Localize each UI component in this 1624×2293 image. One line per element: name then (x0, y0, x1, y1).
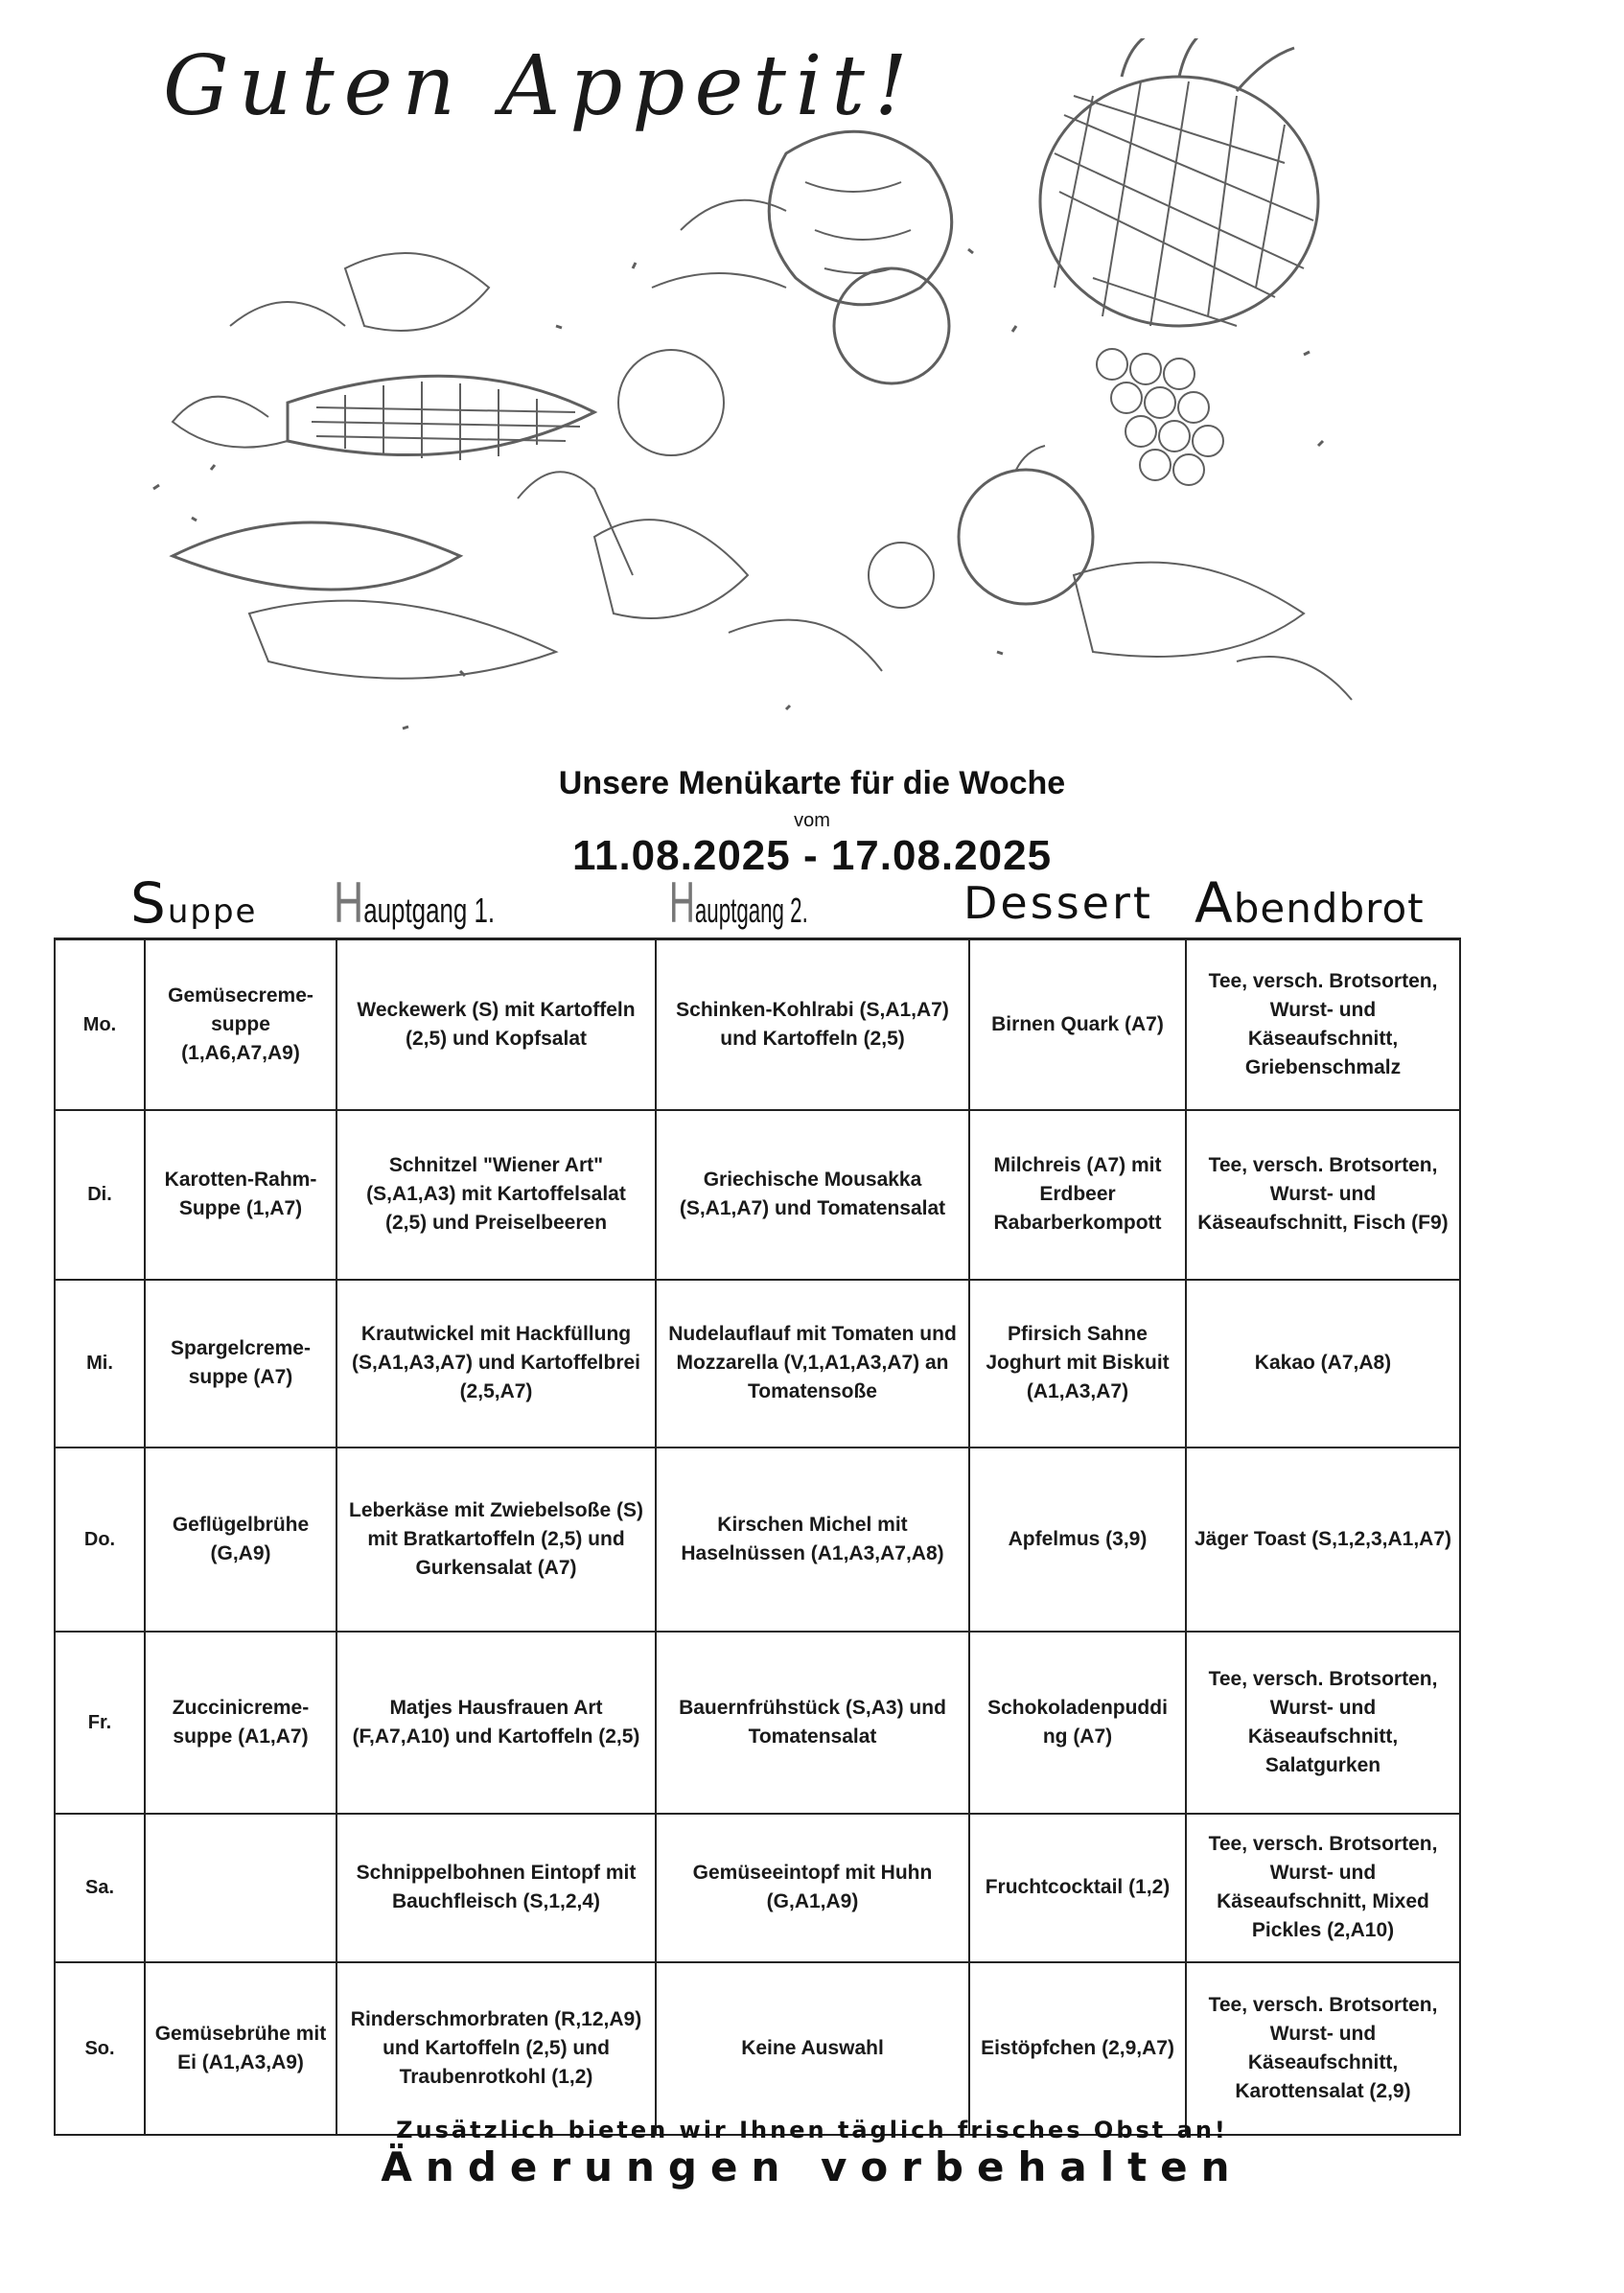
dessert-cell: Pfirsich Sahne Joghurt mit Biskuit (A1,A3,A7) (969, 1280, 1186, 1448)
table-row (55, 1632, 1460, 1814)
day-cell: Sa. (55, 1814, 145, 1962)
supper-cell: Jäger Toast (S,1,2,3,A1,A7) (1186, 1448, 1460, 1632)
soup-cell: Gemüsebrühe mit Ei (A1,A3,A9) (145, 1962, 336, 2135)
date-prefix: vom (794, 810, 830, 831)
main1-cell: Krautwickel mit Hackfüllung (S,A1,A3,A7) und Kartoffelbrei (2,5,A7) (336, 1280, 656, 1448)
column-header-supper: Abendbrot (1195, 870, 1425, 936)
cabbage-icon (652, 131, 952, 305)
supper-cell: Tee, versch. Brotsorten, Wurst- und Käseaufschnitt, Mixed Pickles (2,A10) (1186, 1814, 1460, 1962)
vegetable-still-life-illustration (58, 38, 1409, 748)
main2-cell: Bauernfrühstück (S,A3) und Tomatensalat (656, 1632, 969, 1814)
main2-cell: Nudelauflauf mit Tomaten und Mozzarella (V,1,A1,A3,A7) an Tomatensoße (656, 1280, 969, 1448)
supper-cell: Tee, versch. Brotsorten, Wurst- und Käseaufschnitt, Fisch (F9) (1186, 1110, 1460, 1280)
main1-cell: Rinderschmorbraten (R,12,A9) und Kartoffeln (2,5) und Traubenrotkohl (1,2) (336, 1962, 656, 2135)
day-cell: Fr. (55, 1632, 145, 1814)
main2-cell: Griechische Mousakka (S,A1,A7) und Tomatensalat (656, 1110, 969, 1280)
main1-cell: Schnitzel "Wiener Art" (S,A1,A3) mit Kartoffelsalat (2,5) und Preiselbeeren (336, 1110, 656, 1280)
day-cell: Mo. (55, 939, 145, 1110)
pineapple-icon (1040, 38, 1318, 326)
soup-cell: Karotten-Rahm-Suppe (1,A7) (145, 1110, 336, 1280)
menu-title: Unsere Menükarte für die Woche (558, 765, 1066, 801)
corn-icon (173, 376, 594, 460)
soup-cell: Gemüsecreme-suppe (1,A6,A7,A9) (145, 939, 336, 1110)
supper-cell: Kakao (A7,A8) (1186, 1280, 1460, 1448)
soup-cell (145, 1814, 336, 1962)
table-row (55, 1448, 1460, 1632)
table-row (55, 1280, 1460, 1448)
greeting-heading: Guten Appetit! (163, 38, 917, 134)
column-header-main1: Hauptgang 1. (334, 870, 496, 935)
fresh-fruit-note: Zusätzlich bieten wir Ihnen täglich frisches Obst an! (396, 2117, 1228, 2143)
main1-cell: Schnippelbohnen Eintopf mit Bauchfleisch (S,1,2,4) (336, 1814, 656, 1962)
dessert-cell: Birnen Quark (A7) (969, 939, 1186, 1110)
main2-cell: Gemüseeintopf mit Huhn (G,A1,A9) (656, 1814, 969, 1962)
table-row (55, 1962, 1460, 2135)
dessert-cell: Eistöpfchen (2,9,A7) (969, 1962, 1186, 2135)
dessert-cell: Apfelmus (3,9) (969, 1448, 1186, 1632)
main1-cell: Leberkäse mit Zwiebelsoße (S) mit Bratkartoffeln (2,5) und Gurkensalat (A7) (336, 1448, 656, 1632)
soup-cell: Zuccinicreme-suppe (A1,A7) (145, 1632, 336, 1814)
soup-cell: Spargelcreme-suppe (A7) (145, 1280, 336, 1448)
day-cell: Mi. (55, 1280, 145, 1448)
changes-reserved-note: Änderungen vorbehalten (381, 2143, 1243, 2190)
column-header-soup: Suppe (130, 870, 258, 936)
day-cell: Do. (55, 1448, 145, 1632)
supper-cell: Tee, versch. Brotsorten, Wurst- und Käseaufschnitt, Griebenschmalz (1186, 939, 1460, 1110)
table-row (55, 1814, 1460, 1962)
supper-cell: Tee, versch. Brotsorten, Wurst- und Käseaufschnitt, Karottensalat (2,9) (1186, 1962, 1460, 2135)
fruit-icon (618, 268, 1093, 608)
soup-cell: Geflügelbrühe (G,A9) (145, 1448, 336, 1632)
main2-cell: Kirschen Michel mit Haselnüssen (A1,A3,A7,A8) (656, 1448, 969, 1632)
day-cell: So. (55, 1962, 145, 2135)
column-header-dessert: Dessert (963, 877, 1153, 929)
table-row (55, 939, 1460, 1110)
grapes-icon (1097, 349, 1223, 485)
day-cell: Di. (55, 1110, 145, 1280)
dessert-cell: Schokoladenpuddi ng (A7) (969, 1632, 1186, 1814)
date-range: 11.08.2025 - 17.08.2025 (571, 832, 1053, 879)
supper-cell: Tee, versch. Brotsorten, Wurst- und Käseaufschnitt, Salatgurken (1186, 1632, 1460, 1814)
weekly-menu-table (54, 938, 1461, 2136)
main2-cell: Keine Auswahl (656, 1962, 969, 2135)
column-header-main2: Hauptgang 2. (669, 870, 808, 935)
dessert-cell: Milchreis (A7) mit Erdbeer Rabarberkompott (969, 1110, 1186, 1280)
main1-cell: Weckewerk (S) mit Kartoffeln (2,5) und Kopfsalat (336, 939, 656, 1110)
main1-cell: Matjes Hausfrauen Art (F,A7,A10) und Kartoffeln (2,5) (336, 1632, 656, 1814)
table-row (55, 1110, 1460, 1280)
main2-cell: Schinken-Kohlrabi (S,A1,A7) und Kartoffeln (2,5) (656, 939, 969, 1110)
dessert-cell: Fruchtcocktail (1,2) (969, 1814, 1186, 1962)
